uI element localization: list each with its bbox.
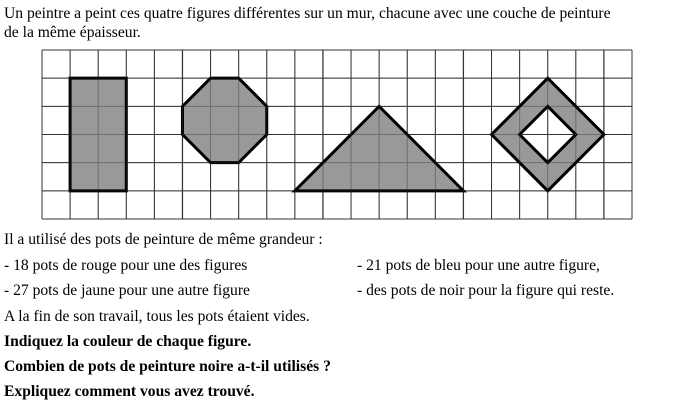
question-1: Indiquez la couleur de chaque figure. xyxy=(4,333,252,350)
item-black: - des pots de noir pour la figure qui reste. xyxy=(357,282,615,299)
item-blue: - 21 pots de bleu pour une autre figure, xyxy=(357,257,600,274)
conclusion: A la fin de son travail, tous les pots étaient vides. xyxy=(4,308,310,325)
shape-octagon xyxy=(182,78,266,163)
question-3: Expliquez comment vous avez trouvé. xyxy=(4,383,255,400)
item-yellow: - 27 pots de jaune pour une autre figure xyxy=(4,282,250,299)
item-red: - 18 pots de rouge pour une des figures xyxy=(4,257,248,274)
statement: Il a utilisé des pots de peinture de même grandeur : xyxy=(4,231,323,248)
grid-overlay xyxy=(42,50,632,219)
intro-line-2: de la même épaisseur. xyxy=(4,24,141,41)
question-2: Combien de pots de peinture noire a-t-il utilisés ? xyxy=(4,358,331,375)
intro-line-1: Un peintre a peint ces quatre figures différentes sur un mur, chacune avec une couche de peinture xyxy=(4,5,611,22)
